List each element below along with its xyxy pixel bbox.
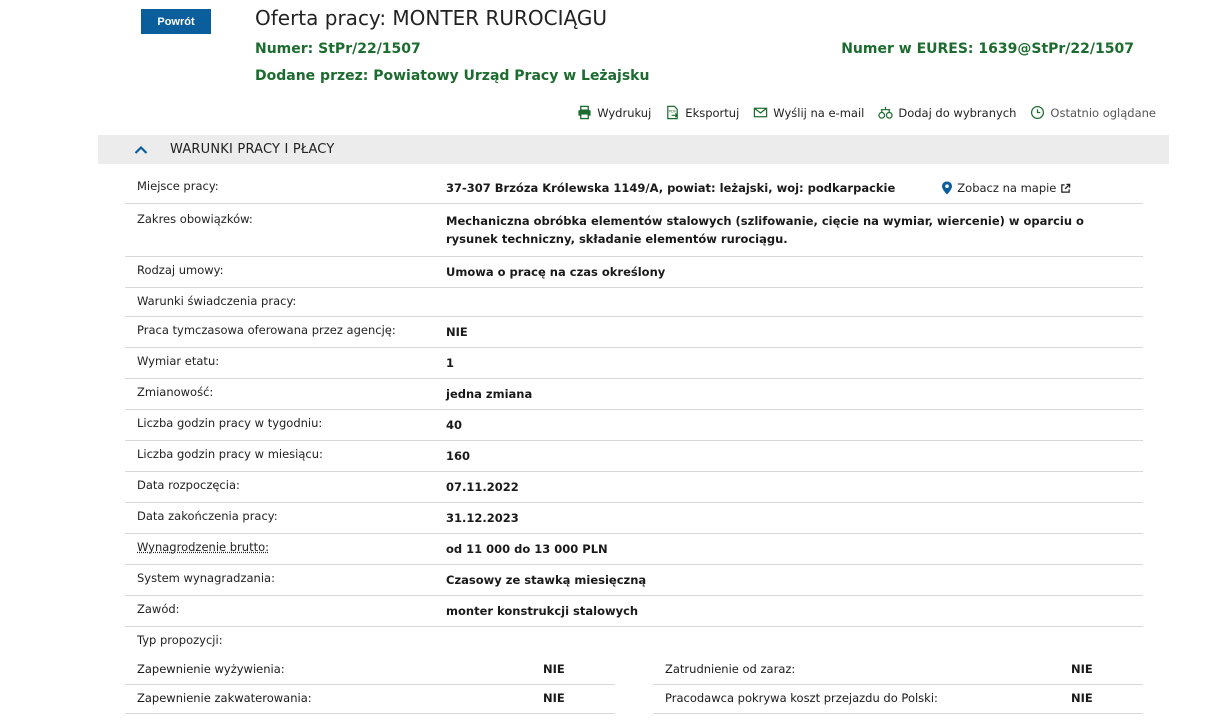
row-value: NIE xyxy=(543,662,565,676)
table-row xyxy=(125,685,615,714)
row-label: Zatrudnienie od zaraz: xyxy=(665,662,796,676)
row-label: Rodzaj umowy: xyxy=(137,263,224,277)
map-link-label: Zobacz na mapie xyxy=(957,181,1057,195)
row-label: Liczba godzin pracy w tygodniu: xyxy=(137,416,323,430)
svg-text:PDF: PDF xyxy=(669,109,677,114)
map-pin-icon xyxy=(941,181,953,195)
table-row xyxy=(125,441,1143,472)
export-label: Eksportuj xyxy=(685,105,740,120)
table-row xyxy=(653,656,1143,685)
table-row xyxy=(125,410,1143,441)
export-button[interactable] xyxy=(665,105,739,120)
proposal-type-right xyxy=(653,656,1143,714)
row-label: Zakres obowiązków: xyxy=(137,212,253,226)
row-value xyxy=(446,179,1131,197)
section-title: WARUNKI PRACY I PŁACY xyxy=(170,142,335,157)
print-label: Wydrukuj xyxy=(597,105,652,120)
conditions-table xyxy=(125,173,1143,714)
offer-number-label: Numer: xyxy=(255,41,319,57)
chevron-up-icon[interactable] xyxy=(133,142,149,158)
workplace-address: 37-307 Brzóza Królewska 1149/A, powiat: leżajski, woj: podkarpackie xyxy=(446,181,896,195)
email-button[interactable] xyxy=(753,105,864,120)
added-by-label: Dodane przez: xyxy=(255,68,374,84)
added-by xyxy=(255,68,649,84)
row-label: Pracodawca pokrywa koszt przejazdu do Polski: xyxy=(665,691,938,705)
scales-icon xyxy=(878,105,893,120)
table-row xyxy=(125,173,1143,204)
back-button[interactable]: Powrót xyxy=(141,9,211,34)
row-value: NIE xyxy=(1071,691,1093,705)
row-value xyxy=(446,294,1131,310)
envelope-icon xyxy=(753,105,768,120)
recently-viewed-label: Ostatnio oglądane xyxy=(1050,105,1156,120)
row-value: monter konstrukcji stalowych xyxy=(446,604,639,618)
table-row xyxy=(125,656,615,685)
table-row xyxy=(125,627,1143,656)
row-value: 07.11.2022 xyxy=(446,480,519,494)
row-value: Czasowy ze stawką miesięczną xyxy=(446,573,647,587)
eures-number-value: 1639@StPr/22/1507 xyxy=(978,41,1134,57)
table-row xyxy=(125,596,1143,627)
row-label: Typ propozycji: xyxy=(137,633,223,647)
table-row xyxy=(125,534,1143,565)
row-label: Data rozpoczęcia: xyxy=(137,478,240,492)
row-value: 40 xyxy=(446,418,463,432)
row-value: NIE xyxy=(446,325,468,339)
printer-icon xyxy=(577,105,592,120)
table-row xyxy=(125,503,1143,534)
proposal-type-left xyxy=(125,656,615,714)
table-row xyxy=(125,565,1143,596)
add-favorites-button[interactable] xyxy=(878,105,1016,120)
row-label-salary[interactable] xyxy=(137,540,446,558)
row-value: od 11 000 do 13 000 PLN xyxy=(446,542,608,556)
row-label: Warunki świadczenia pracy: xyxy=(137,294,297,308)
table-row xyxy=(125,317,1143,348)
row-label: Data zakończenia pracy: xyxy=(137,509,278,523)
row-label: Miejsce pracy: xyxy=(137,179,219,193)
eures-number-label: Numer w EURES: xyxy=(841,41,979,57)
table-row xyxy=(125,288,1143,317)
table-row xyxy=(653,685,1143,714)
row-label: Wymiar etatu: xyxy=(137,354,220,368)
table-row xyxy=(125,348,1143,379)
eures-number xyxy=(841,41,1134,57)
map-link[interactable] xyxy=(941,179,1071,197)
row-label: System wynagradzania: xyxy=(137,571,275,585)
recently-viewed-button[interactable] xyxy=(1030,105,1156,120)
row-label: Zawód: xyxy=(137,602,180,616)
action-toolbar xyxy=(577,105,1156,120)
row-value: NIE xyxy=(543,691,565,705)
row-value: Umowa o pracę na czas określony xyxy=(446,265,666,279)
export-pdf-icon xyxy=(665,105,680,120)
row-value: 1 xyxy=(446,356,455,370)
row-label: Praca tymczasowa oferowana przez agencję: xyxy=(137,323,396,337)
page-title: Oferta pracy: MONTER RUROCIĄGU xyxy=(255,6,607,30)
row-value: 160 xyxy=(446,449,471,463)
clock-icon xyxy=(1030,105,1045,120)
table-row xyxy=(125,257,1143,288)
table-row xyxy=(125,472,1143,503)
row-label: Zapewnienie wyżywienia: xyxy=(137,662,285,676)
add-favorites-label: Dodaj do wybranych xyxy=(898,105,1017,120)
row-value: 31.12.2023 xyxy=(446,511,519,525)
email-label: Wyślij na e-mail xyxy=(773,105,865,120)
proposal-type-grid xyxy=(125,656,1143,714)
row-value: jedna zmiana xyxy=(446,387,533,401)
row-label: Liczba godzin pracy w miesiącu: xyxy=(137,447,323,461)
row-value: Mechaniczna obróbka elementów stalowych (szlifowanie, cięcie na wymiar, wiercenie) w oparciu o rysunek techniczny, składanie elementów rurociągu. xyxy=(446,214,1084,246)
row-label: Zmianowość: xyxy=(137,385,214,399)
table-row xyxy=(125,204,1143,257)
print-button[interactable] xyxy=(577,105,651,120)
row-label: Zapewnienie zakwaterowania: xyxy=(137,691,312,705)
row-value: NIE xyxy=(1071,662,1093,676)
external-link-icon xyxy=(1060,183,1071,194)
added-by-value: Powiatowy Urząd Pracy w Leżajsku xyxy=(373,68,650,84)
salary-tooltip-trigger[interactable]: Wynagrodzenie brutto: xyxy=(137,540,269,554)
offer-number xyxy=(255,41,421,57)
offer-number-value: StPr/22/1507 xyxy=(318,41,421,57)
table-row xyxy=(125,379,1143,410)
section-header-working-conditions[interactable] xyxy=(98,135,1169,164)
